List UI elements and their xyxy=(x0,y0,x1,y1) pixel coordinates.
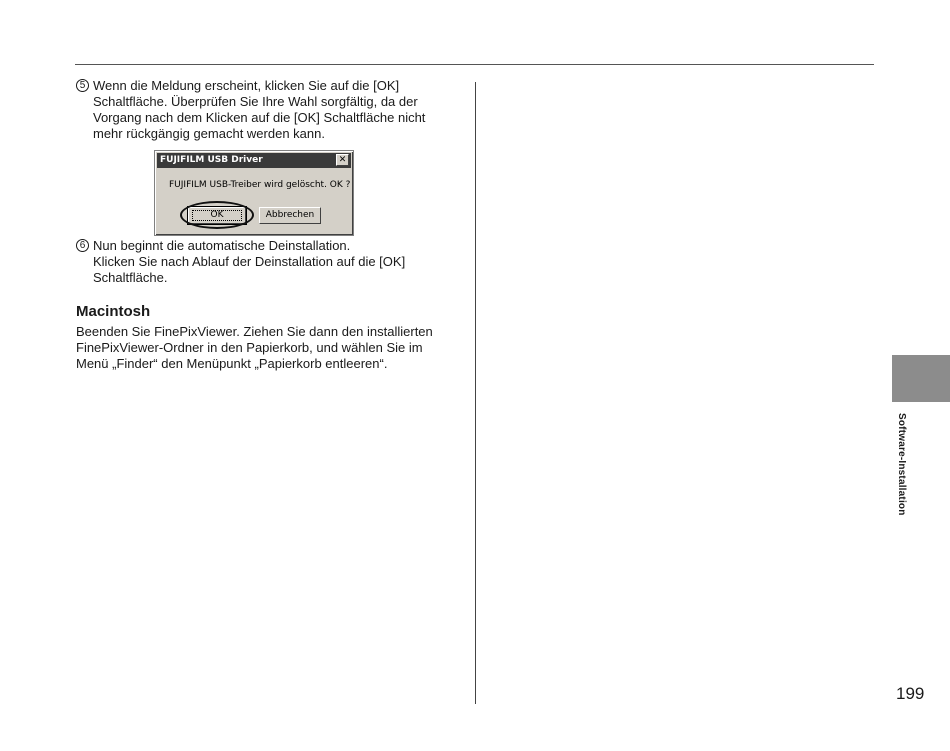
dialog-message: FUJIFILM USB-Treiber wird gelöscht. OK ? xyxy=(169,180,351,190)
step-6 xyxy=(76,238,448,286)
macintosh-heading: Macintosh xyxy=(76,303,151,320)
close-icon[interactable]: ✕ xyxy=(336,154,349,166)
step-6-line-2: Klicken Sie nach Ablauf der Deinstallation auf die [OK] Schaltfläche. xyxy=(93,254,406,285)
cancel-button[interactable]: Abbrechen xyxy=(259,207,321,224)
page-number: 199 xyxy=(896,684,925,703)
usb-driver-dialog xyxy=(154,150,354,236)
header-rule xyxy=(75,64,874,65)
side-tab-label: Software-Installation xyxy=(896,413,907,516)
macintosh-body: Beenden Sie FinePixViewer. Ziehen Sie dann den installierten FinePixViewer-Ordner in den Papierkorb, und wählen Sie im Menü „Finder“ den Menüpunkt „Papierkorb entleeren“. xyxy=(76,324,433,371)
step-5 xyxy=(76,78,448,142)
ok-button-label: OK xyxy=(210,210,224,220)
side-tab xyxy=(892,355,950,402)
step-6-number: 6 xyxy=(76,239,89,252)
step-5-text: Wenn die Meldung erscheint, klicken Sie auf die [OK] Schaltfläche. Überprüfen Sie Ihre Wahl sorgfältig, da der Vorgang nach dem Klicken auf die [OK] Schaltfläche nicht mehr rückgängig gemacht werden kann. xyxy=(93,78,426,141)
dialog-title: FUJIFILM USB Driver xyxy=(160,155,263,165)
step-6-line-1: Nun beginnt die automatische Deinstallation. xyxy=(93,238,351,253)
step-5-number: 5 xyxy=(76,79,89,92)
dialog-titlebar xyxy=(157,153,351,168)
ok-highlight-ellipse xyxy=(180,201,254,229)
column-divider xyxy=(475,82,476,704)
